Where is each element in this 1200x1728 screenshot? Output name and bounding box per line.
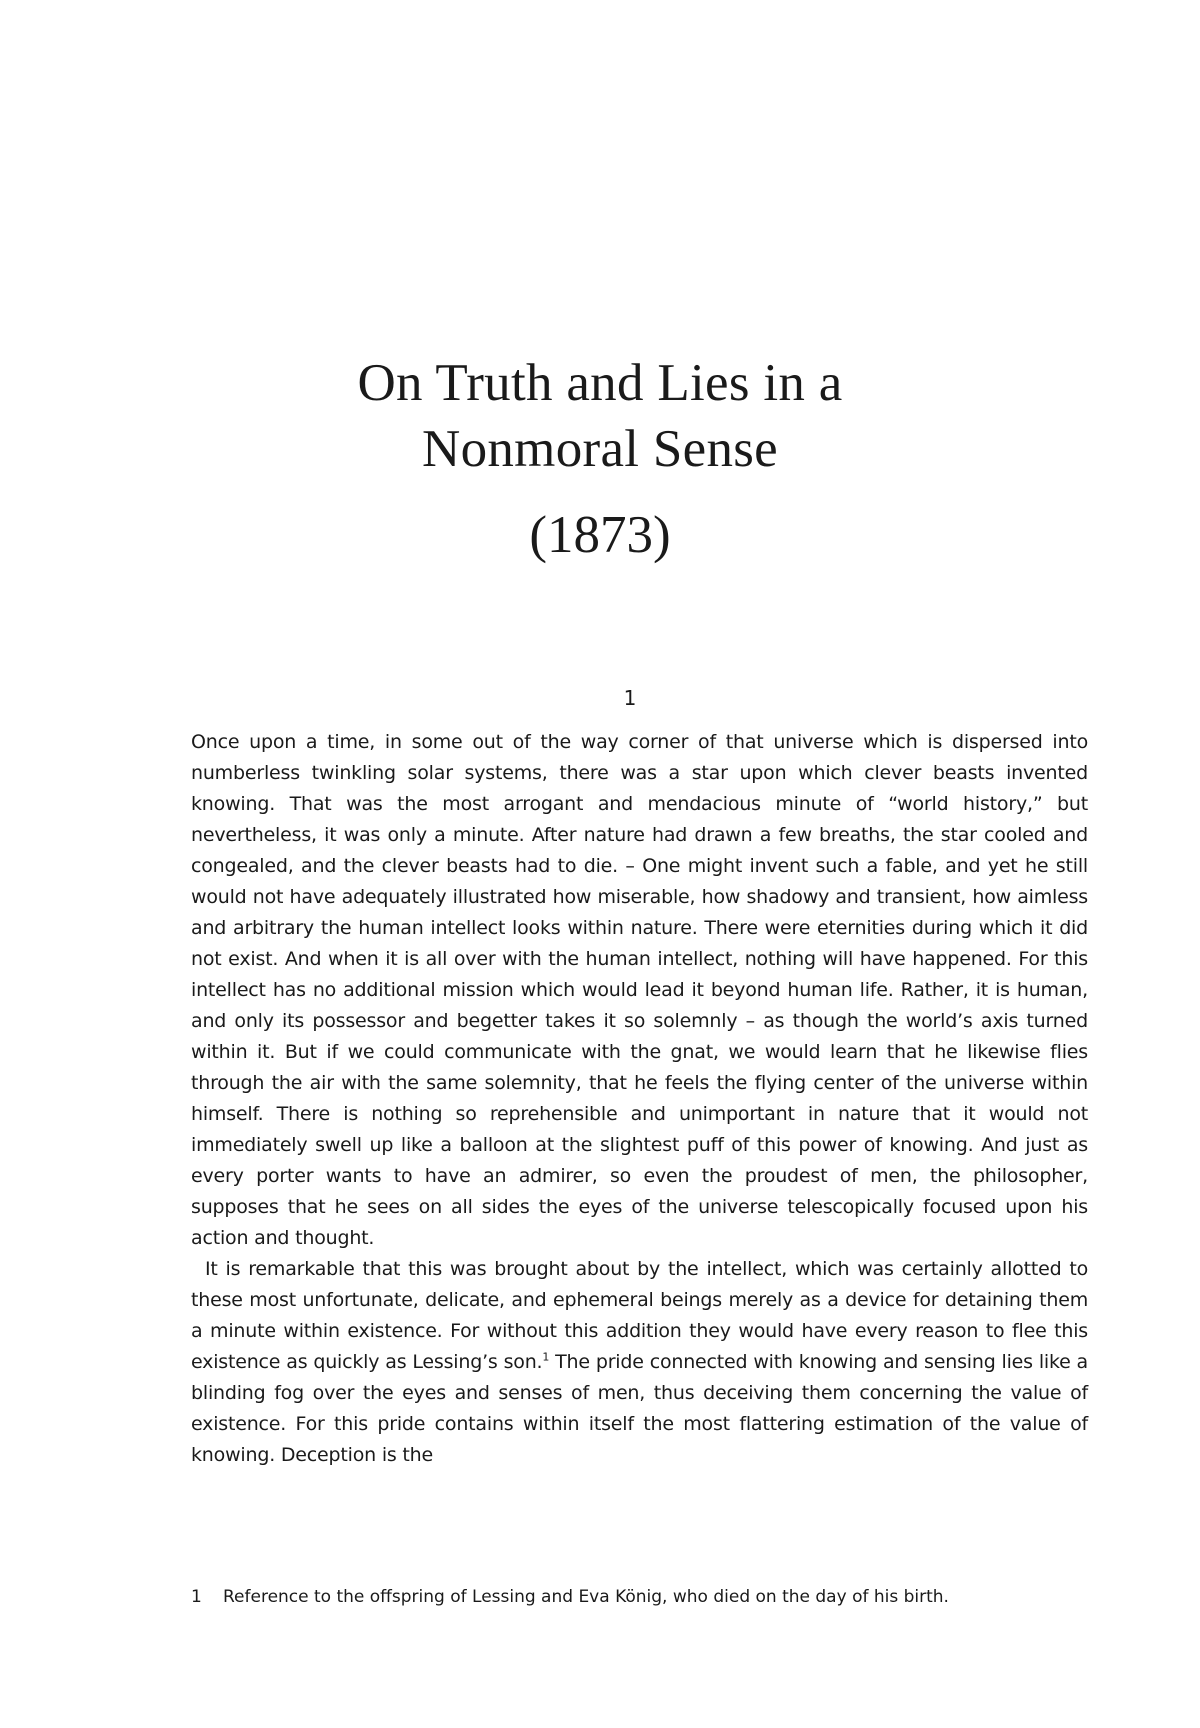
footnote-number: 1 — [191, 1587, 202, 1607]
essay-title — [0, 350, 1200, 568]
title-line-2: Nonmoral Sense — [422, 420, 778, 478]
paragraph-2-text-b: The pride connected with knowing and sensing lies like a blinding fog over the eyes and senses of men, thus deceiving them concerning the value of existence. For this pride contains within itself the most flattering estimation of the value of knowing. Deception is the — [191, 1351, 1088, 1466]
title-line-1: On Truth and Lies in a — [357, 354, 843, 412]
paragraph-2-text-a: It is remarkable that this was brought about by the intellect, which was certainly allotted to these most unfortunate, delicate, and ephemeral beings merely as a device for detaining them a minute within existence. For without this addition they would have every reason to flee this existence as quickly as Lessing’s son. — [191, 1258, 1088, 1373]
body-text — [191, 727, 1088, 1471]
paragraph-1: Once upon a time, in some out of the way corner of that universe which is dispersed into numberless twinkling solar systems, there was a star upon which clever beasts invented knowing. That was the most arrogant and mendacious minute of “world history,” but nevertheless, it was only a minute. After nature had drawn a few breaths, the star cooled and congealed, and the clever beasts had to die. – One might invent such a fable, and yet he still would not have adequately illustrated how miserable, how shadowy and transient, how aimless and arbitrary the human intellect looks within nature. There were eternities during which it did not exist. And when it is all over with the human intellect, nothing will have happened. For this intellect has no additional mission which would lead it beyond human life. Rather, it is human, and only its possessor and begetter takes it so solemnly – as though the world’s axis turned within it. But if we could communicate with the gnat, we would learn that he likewise flies through the air with the same solemnity, that he feels the flying center of the universe within himself. There is nothing so reprehensible and unimportant in nature that it would not immediately swell up like a balloon at the slightest puff of this power of knowing. And just as every porter wants to have an admirer, so even the proudest of men, the philosopher, supposes that he sees on all sides the eyes of the universe telescopically focused upon his action and thought. — [191, 731, 1088, 1249]
footnote — [191, 1586, 1088, 1608]
paragraph-2 — [191, 1254, 1088, 1471]
footnote-reference[interactable]: 1 — [542, 1350, 550, 1364]
footnote-text: Reference to the offspring of Lessing and Eva König, who died on the day of his birth. — [223, 1587, 949, 1607]
title-year: (1873) — [529, 506, 671, 564]
section-number: 1 — [623, 686, 637, 710]
